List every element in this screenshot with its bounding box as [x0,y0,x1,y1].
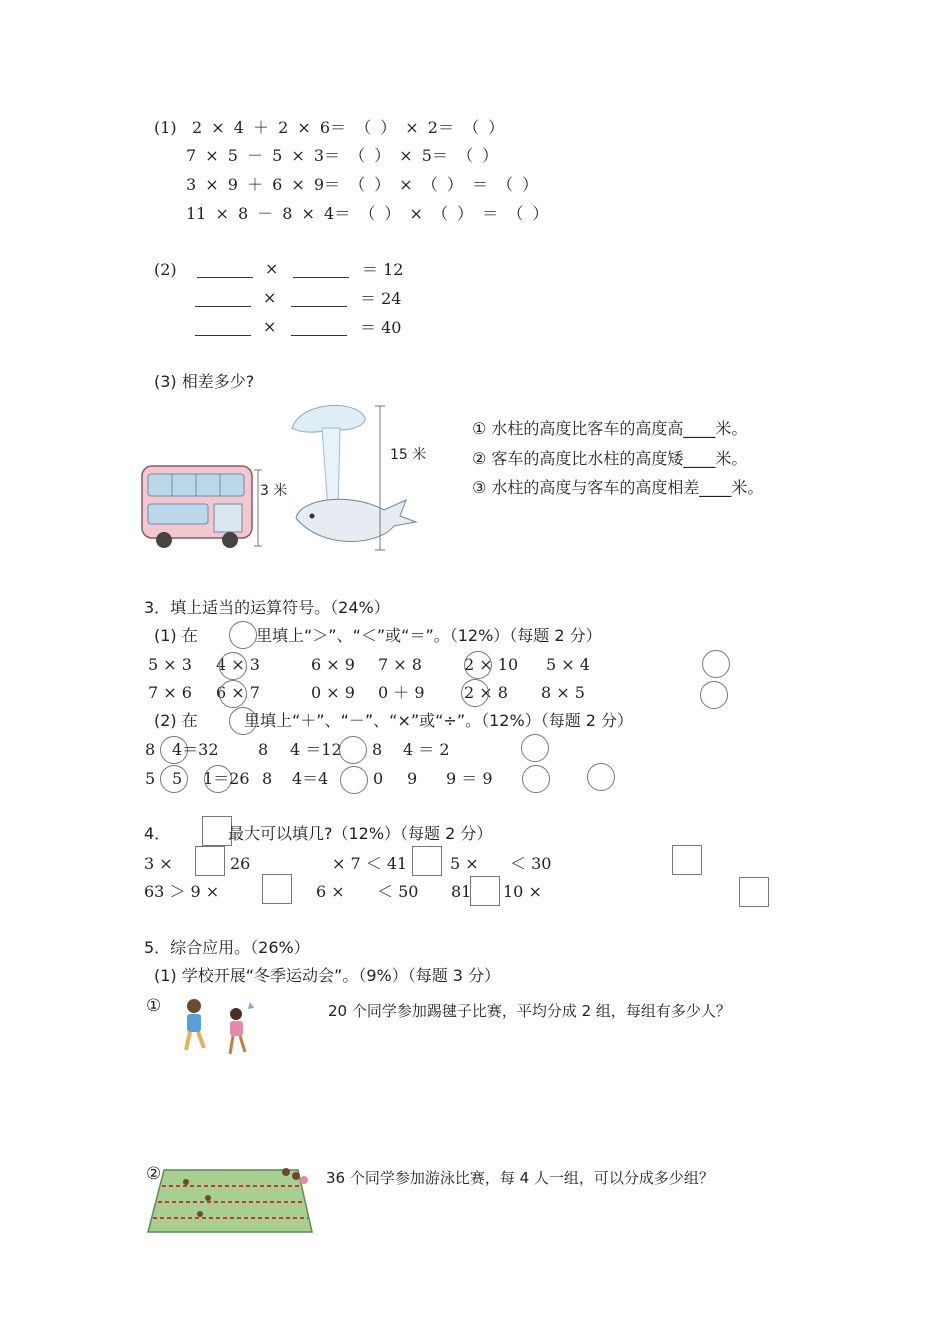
result-12: ＝ 12 [362,260,404,279]
instruction-circle [229,621,257,649]
term: 3 × [144,854,173,873]
question-4-number: 4． [144,824,171,843]
q3-part1-instruction: 里填上“＞”、“＜”或“＝”。（12%）（每题 2 分） [256,626,602,645]
question-4-title: 最大可以填几?（12%）（每题 2 分） [228,824,493,843]
answer-circle[interactable] [464,651,492,679]
times-sign: × [263,288,277,307]
q3-part2-instruction: 里填上“＋”、“－”、“×”或“÷”。（12%）（每题 2 分） [244,711,634,730]
term: 10 × [503,882,542,901]
blank-line[interactable] [195,306,251,307]
result-24: ＝ 24 [360,289,402,308]
term: 63 ＞ 9 × [144,882,220,901]
operand: 4 ＝ 2 [403,740,450,759]
compare-right: 4 × 3 [216,655,260,674]
q3-part1-lead: (1) 在 [154,626,198,645]
answer-circle[interactable] [219,680,247,708]
operand: 0 [373,769,384,788]
compare-right: 7 × 8 [378,655,422,674]
answer-box[interactable] [470,876,500,906]
blank-line[interactable] [291,306,347,307]
operand: 8 [145,740,156,759]
term: 26 [230,854,251,873]
water-height-bracket [373,404,387,554]
blank-line[interactable] [291,335,347,336]
height-question-3: ③ 水柱的高度与客车的高度相差____米。 [472,478,764,497]
bus-height-label: 3 米 [260,483,288,499]
whale-fountain-illustration [282,400,422,552]
height-question-2: ② 客车的高度比水柱的高度矮____米。 [472,449,748,468]
compare-right: 5 × 4 [546,655,590,674]
equation-row-3: 3 × 9 ＋ 6 × 9＝ （ ） × （ ） ＝ （ ） [186,175,539,194]
question-3-title: 3．填上适当的运算符号。（24%） [144,598,390,617]
compare-left: 0 × 9 [311,683,355,702]
operand: 8 [258,740,269,759]
part3-title: (3) 相差多少? [154,372,255,391]
item-1-problem: 20 个同学参加踢毽子比赛，平均分成 2 组，每组有多少人？ [328,1002,731,1020]
operand: 4＝32 [172,740,219,759]
operand: 5 [172,769,183,788]
operand: 4＝4 [292,769,329,788]
operand: 9 ＝ 9 [446,769,493,788]
operand: 8 [372,740,383,759]
compare-left: 2 × 8 [464,683,508,702]
answer-box[interactable] [412,846,442,876]
term: ＜ 50 [377,882,419,901]
operand: 8 [262,769,273,788]
bus-illustration [138,460,264,550]
result-40: ＝ 40 [360,318,402,337]
times-sign: × [263,317,277,336]
q3-part2-lead: (2) 在 [154,711,198,730]
height-question-1: ① 水柱的高度比客车的高度高____米。 [472,419,748,438]
answer-circle[interactable] [587,763,615,791]
question-5-subtitle: (1) 学校开展“冬季运动会”。（9%）（每题 3 分） [154,966,501,985]
answer-box[interactable] [672,845,702,875]
answer-circle[interactable] [219,652,247,680]
answer-box[interactable] [195,846,225,876]
swimming-pool-illustration [146,1162,314,1234]
compare-left: 6 × 9 [311,655,355,674]
compare-right: 8 × 5 [541,683,585,702]
equation-row-2: 7 × 5 － 5 × 3＝ （ ） × 5＝ （ ） [186,146,499,165]
term: 6 × [316,882,345,901]
compare-left: 2 × 10 [464,655,519,674]
compare-right: 0 ＋ 9 [378,683,425,702]
answer-circle[interactable] [339,736,367,764]
answer-circle[interactable] [521,734,549,762]
term: 5 × [450,854,479,873]
term: × 7 ＜ 41 [332,854,408,873]
operand: 4 ＝12 [290,740,342,759]
item-2-number: ② [146,1164,162,1184]
term: ＜ 30 [510,854,552,873]
equation-row-4: 11 × 8 － 8 × 4＝ （ ） × （ ） ＝ （ ） [186,204,549,223]
item-2-problem: 36 个同学参加游泳比赛，每 4 人一组，可以分成多少组？ [326,1169,714,1187]
answer-box[interactable] [739,877,769,907]
compare-left: 5 × 3 [148,655,192,674]
answer-circle[interactable] [522,765,550,793]
part2-label: (2) [154,260,177,279]
compare-right: 6 × 7 [216,683,260,702]
operand: 9 [407,769,418,788]
operand: 1＝26 [203,769,250,788]
answer-circle[interactable] [702,650,730,678]
part1-label: (1) [154,118,177,137]
water-height-label: 15 米 [390,447,427,463]
times-sign: × [265,259,279,278]
blank-line[interactable] [197,277,253,278]
blank-line[interactable] [195,335,251,336]
answer-circle[interactable] [700,681,728,709]
bus-height-bracket [252,468,264,548]
compare-left: 7 × 6 [148,683,192,702]
equation-row-1: 2 × 4 ＋ 2 × 6＝ （ ） × 2＝ （ ） [192,118,505,137]
term: 81 [451,882,472,901]
shuttlecock-kids-illustration [174,996,260,1060]
blank-line[interactable] [293,277,349,278]
answer-circle[interactable] [340,766,368,794]
operand: 5 [145,769,156,788]
question-5-title: 5．综合应用。（26%） [144,938,310,957]
answer-circle[interactable] [461,679,489,707]
answer-box[interactable] [262,874,292,904]
item-1-number: ① [146,996,162,1016]
